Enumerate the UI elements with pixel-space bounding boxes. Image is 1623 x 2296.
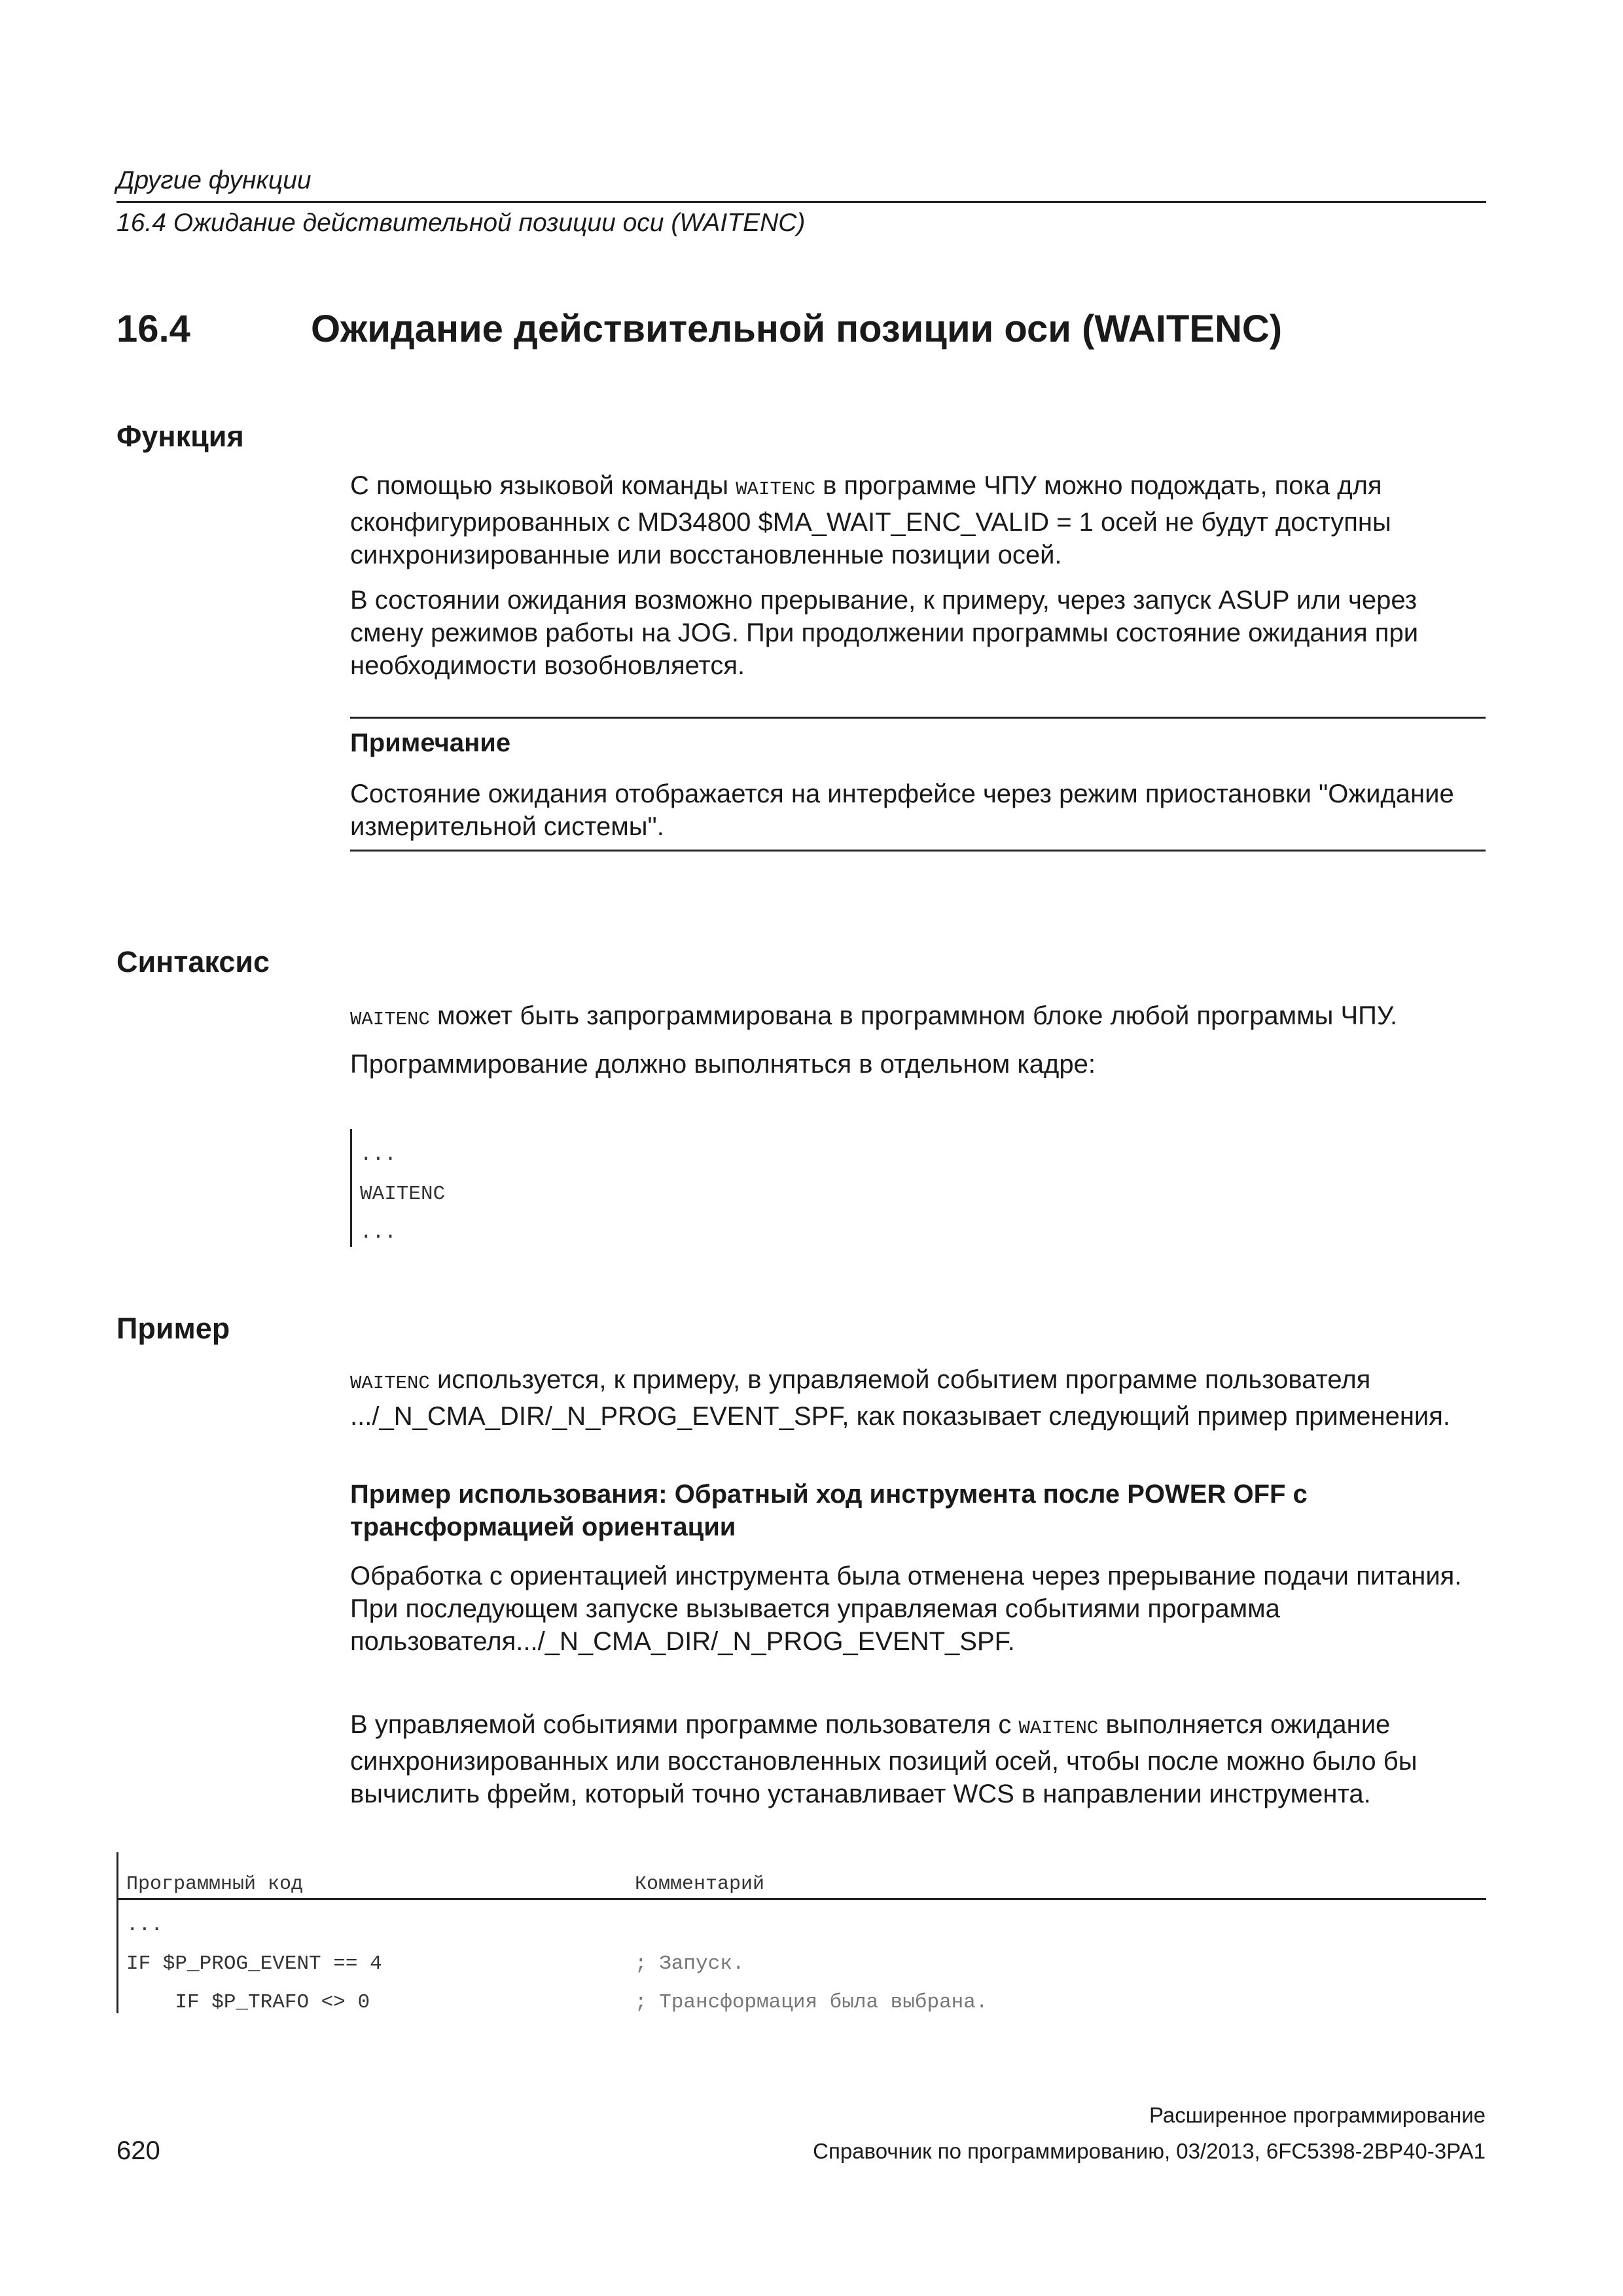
- example-p1-after: используется, к примеру, в управляемой событием программе пользователя .../_N_CMA_DIR/_N_PROG_EVENT_SPF, как показывает следующий пример применения.: [350, 1365, 1451, 1431]
- example-heading: Пример: [116, 1312, 230, 1345]
- function-p1-before: С помощью языковой команды: [350, 471, 729, 500]
- example-p2-line-1: Обработка с ориентацией инструмента была отменена через прерывание подачи питания.: [350, 1562, 1462, 1590]
- code-table-row-3-comment: ; Трансформация была выбрана.: [635, 1991, 988, 2014]
- syntax-code-bar: [350, 1129, 352, 1247]
- syntax-code-line-3: ...: [360, 1221, 397, 1244]
- function-paragraph-2: В состоянии ожидания возможно прерывание, к примеру, через запуск ASUP или через смену режимов работы на JOG. При продолжении программы состояние ожидания при необходимости возобновляется.: [350, 586, 1419, 680]
- code-table-row-1-code: ...: [126, 1914, 163, 1937]
- note-top-rule: [350, 717, 1486, 719]
- running-header-section: 16.4 Ожидание действительной позиции оси (WAITENC): [116, 209, 806, 237]
- footer-page-number: 620: [116, 2136, 160, 2165]
- syntax-paragraph-1: [350, 999, 1486, 1036]
- code-table-row-3-code: IF $P_TRAFO <> 0: [126, 1991, 370, 2014]
- note-text: Состояние ожидания отображается на интерфейсе через режим приостановки "Ожидание измерительной системы".: [350, 780, 1454, 841]
- note-title: Примечание: [350, 728, 511, 757]
- footer-book-reference: Справочник по программированию, 03/2013, 6FC5398-2BP40-3PA1: [813, 2139, 1486, 2163]
- syntax-p1-after: может быть запрограммирована в программном блоке любой программы ЧПУ.: [437, 1001, 1398, 1030]
- code-table-header-code: Программный код: [126, 1873, 304, 1895]
- header-rule: [116, 201, 1486, 203]
- syntax-p1-command: WAITENC: [350, 1009, 430, 1030]
- code-table-row-2-code: IF $P_PROG_EVENT == 4: [126, 1952, 382, 1975]
- syntax-paragraph-2: Программирование должно выполняться в отдельном кадре:: [350, 1050, 1096, 1079]
- example-subheading: Пример использования: Обратный ход инструмента после POWER OFF с трансформацией ориентации: [350, 1480, 1308, 1541]
- footer-book-title: Расширенное программирование: [1149, 2103, 1486, 2127]
- function-heading: Функция: [116, 420, 244, 453]
- example-paragraph-3: [350, 1708, 1486, 1810]
- example-p3-before: В управляемой событиями программе пользователя с: [350, 1710, 1012, 1739]
- example-paragraph-1: [350, 1363, 1486, 1433]
- section-number: 16.4: [116, 308, 190, 350]
- syntax-code-line-1: ...: [360, 1143, 397, 1166]
- function-p1-after: в программе ЧПУ можно подождать, пока для сконфигурированных с MD34800 $MA_WAIT_ENC_VALID = 1 осей не будут доступны синхронизированные или восстановленные позиции осей.: [350, 471, 1391, 569]
- code-table-header-rule: [116, 1898, 1486, 1900]
- syntax-heading: Синтаксис: [116, 945, 270, 978]
- syntax-code-line-2: WAITENC: [360, 1183, 446, 1206]
- code-table-header-comment: Комментарий: [635, 1873, 765, 1895]
- note-bottom-rule: [350, 850, 1486, 852]
- code-table-row-2-comment: ; Запуск.: [635, 1952, 745, 1975]
- example-p3-command: WAITENC: [1018, 1717, 1099, 1739]
- code-table-bar: [116, 1852, 118, 2013]
- example-paragraph-2: [350, 1560, 1486, 1658]
- function-p1-command: WAITENC: [736, 478, 816, 500]
- example-p2-line-2: При последующем запуске вызывается управляемая событиями программа пользователя.../_N_CMA_DIR/_N_PROG_EVENT_SPF.: [350, 1594, 1280, 1656]
- running-header-chapter: Другие функции: [116, 166, 312, 194]
- example-p3-after: выполняется ожидание синхронизированных или восстановленных позиций осей, чтобы после можно было бы вычислить фрейм, который точно устанавливает WCS в направлении инструмента.: [350, 1710, 1418, 1808]
- section-title: Ожидание действительной позиции оси (WAITENC): [311, 308, 1283, 350]
- function-paragraph-1: [350, 469, 1486, 571]
- example-p1-command: WAITENC: [350, 1372, 430, 1394]
